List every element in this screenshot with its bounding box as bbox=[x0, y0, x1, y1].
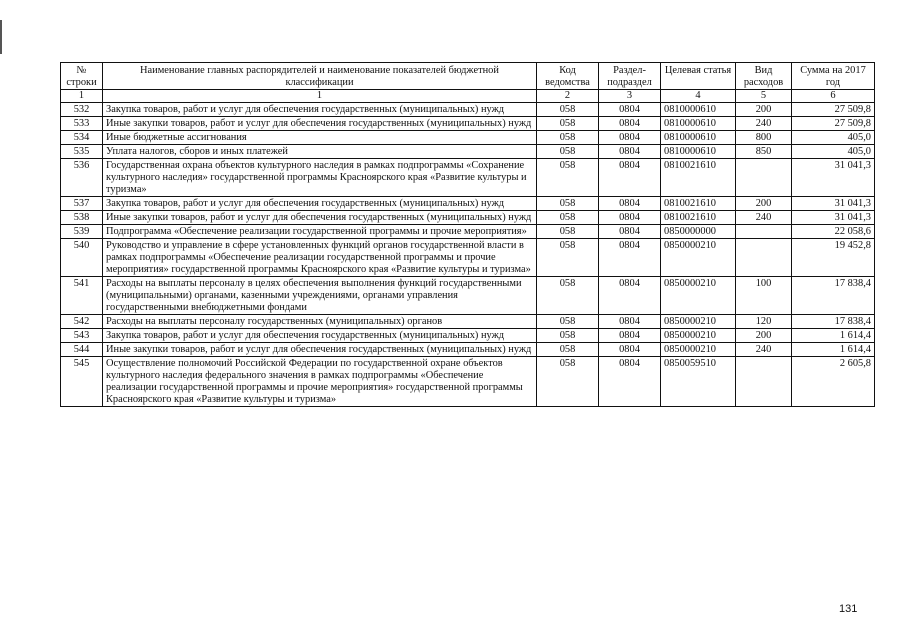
row-number: 540 bbox=[61, 239, 103, 277]
table-row bbox=[61, 131, 875, 145]
row-target-article: 0810000610 bbox=[661, 131, 736, 145]
row-sum: 22 058,6 bbox=[792, 225, 875, 239]
table-row bbox=[61, 117, 875, 131]
column-index: 1 bbox=[103, 90, 537, 103]
row-sum: 405,0 bbox=[792, 131, 875, 145]
row-target-article: 0810021610 bbox=[661, 197, 736, 211]
row-name: Иные закупки товаров, работ и услуг для обеспечения государственных (муниципальных) нужд bbox=[103, 343, 537, 357]
row-name: Руководство и управление в сфере установленных функций органов государственной власти в рамках подпрограммы «Обеспечение реализации государственной программы и прочие мероприятия» государственной программы Красноярского края «Развитие культуры и туризма» bbox=[103, 239, 537, 277]
row-number: 537 bbox=[61, 197, 103, 211]
row-sum: 2 605,8 bbox=[792, 357, 875, 407]
row-target-article: 0850000210 bbox=[661, 343, 736, 357]
row-expense-type: 200 bbox=[736, 329, 792, 343]
column-index-row bbox=[61, 90, 875, 103]
row-sum: 1 614,4 bbox=[792, 329, 875, 343]
row-department-code: 058 bbox=[537, 211, 599, 225]
row-sum: 31 041,3 bbox=[792, 197, 875, 211]
row-target-article: 0850000210 bbox=[661, 239, 736, 277]
row-target-article: 0810000610 bbox=[661, 145, 736, 159]
row-sum: 31 041,3 bbox=[792, 211, 875, 225]
row-expense-type: 100 bbox=[736, 277, 792, 315]
table-row bbox=[61, 357, 875, 407]
row-department-code: 058 bbox=[537, 329, 599, 343]
table-row bbox=[61, 145, 875, 159]
row-number: 533 bbox=[61, 117, 103, 131]
row-section: 0804 bbox=[599, 197, 661, 211]
header-section: Раздел-подраздел bbox=[599, 63, 661, 90]
row-name: Расходы на выплаты персоналу государственных (муниципальных) органов bbox=[103, 315, 537, 329]
row-target-article: 0850000210 bbox=[661, 315, 736, 329]
column-index: 2 bbox=[537, 90, 599, 103]
row-name: Иные закупки товаров, работ и услуг для обеспечения государственных (муниципальных) нужд bbox=[103, 117, 537, 131]
row-section: 0804 bbox=[599, 117, 661, 131]
row-target-article: 0810021610 bbox=[661, 211, 736, 225]
budget-table bbox=[60, 62, 875, 407]
row-expense-type: 850 bbox=[736, 145, 792, 159]
row-department-code: 058 bbox=[537, 239, 599, 277]
column-index: 4 bbox=[661, 90, 736, 103]
row-section: 0804 bbox=[599, 343, 661, 357]
row-number: 539 bbox=[61, 225, 103, 239]
row-sum: 27 509,8 bbox=[792, 103, 875, 117]
table-header bbox=[61, 63, 875, 103]
row-department-code: 058 bbox=[537, 225, 599, 239]
page-number: 131 bbox=[839, 603, 858, 615]
row-name: Иные бюджетные ассигнования bbox=[103, 131, 537, 145]
row-target-article: 0810000610 bbox=[661, 103, 736, 117]
header-sum: Сумма на 2017 год bbox=[792, 63, 875, 90]
row-number: 532 bbox=[61, 103, 103, 117]
row-sum: 31 041,3 bbox=[792, 159, 875, 197]
row-sum: 17 838,4 bbox=[792, 315, 875, 329]
row-name: Иные закупки товаров, работ и услуг для обеспечения государственных (муниципальных) нужд bbox=[103, 211, 537, 225]
row-number: 534 bbox=[61, 131, 103, 145]
row-department-code: 058 bbox=[537, 159, 599, 197]
row-number: 543 bbox=[61, 329, 103, 343]
row-expense-type: 240 bbox=[736, 343, 792, 357]
header-target-article: Целевая статья bbox=[661, 63, 736, 90]
row-department-code: 058 bbox=[537, 343, 599, 357]
column-index: 1 bbox=[61, 90, 103, 103]
row-expense-type bbox=[736, 225, 792, 239]
row-expense-type: 240 bbox=[736, 211, 792, 225]
column-index: 5 bbox=[736, 90, 792, 103]
row-number: 536 bbox=[61, 159, 103, 197]
row-name: Осуществление полномочий Российской Федерации по государственной охране объектов культурного наследия федерального значения в рамках подпрограммы «Обеспечение реализации государственной программы и прочие мероприятия» государственной программы Красноярского края «Развитие культуры и туризма» bbox=[103, 357, 537, 407]
row-number: 541 bbox=[61, 277, 103, 315]
row-target-article: 0850000000 bbox=[661, 225, 736, 239]
table-row bbox=[61, 159, 875, 197]
header-department-code: Код ведомства bbox=[537, 63, 599, 90]
row-expense-type bbox=[736, 159, 792, 197]
column-index: 6 bbox=[792, 90, 875, 103]
row-department-code: 058 bbox=[537, 117, 599, 131]
row-expense-type: 240 bbox=[736, 117, 792, 131]
row-expense-type: 200 bbox=[736, 103, 792, 117]
row-name: Закупка товаров, работ и услуг для обеспечения государственных (муниципальных) нужд bbox=[103, 197, 537, 211]
row-section: 0804 bbox=[599, 145, 661, 159]
row-section: 0804 bbox=[599, 357, 661, 407]
row-name: Подпрограмма «Обеспечение реализации государственной программы и прочие мероприятия» bbox=[103, 225, 537, 239]
table-row bbox=[61, 343, 875, 357]
row-name: Государственная охрана объектов культурного наследия в рамках подпрограммы «Сохранение культурного наследия» государственной программы Красноярского края «Развитие культуры и туризма» bbox=[103, 159, 537, 197]
row-name: Расходы на выплаты персоналу в целях обеспечения выполнения функций государственными (муниципальными) органами, казенными учреждениями, органами управления государственными внебюджетными фондами bbox=[103, 277, 537, 315]
row-section: 0804 bbox=[599, 159, 661, 197]
row-name: Закупка товаров, работ и услуг для обеспечения государственных (муниципальных) нужд bbox=[103, 103, 537, 117]
row-target-article: 0810021610 bbox=[661, 159, 736, 197]
table-row bbox=[61, 277, 875, 315]
row-department-code: 058 bbox=[537, 357, 599, 407]
row-department-code: 058 bbox=[537, 145, 599, 159]
row-section: 0804 bbox=[599, 103, 661, 117]
column-index: 3 bbox=[599, 90, 661, 103]
table-row bbox=[61, 315, 875, 329]
row-sum: 19 452,8 bbox=[792, 239, 875, 277]
row-expense-type bbox=[736, 357, 792, 407]
row-name: Закупка товаров, работ и услуг для обеспечения государственных (муниципальных) нужд bbox=[103, 329, 537, 343]
row-number: 545 bbox=[61, 357, 103, 407]
row-department-code: 058 bbox=[537, 197, 599, 211]
row-department-code: 058 bbox=[537, 103, 599, 117]
row-section: 0804 bbox=[599, 131, 661, 145]
row-target-article: 0850000210 bbox=[661, 329, 736, 343]
table-row bbox=[61, 103, 875, 117]
row-target-article: 0810000610 bbox=[661, 117, 736, 131]
header-row-number: № строки bbox=[61, 63, 103, 90]
table-row bbox=[61, 329, 875, 343]
row-number: 544 bbox=[61, 343, 103, 357]
row-sum: 27 509,8 bbox=[792, 117, 875, 131]
row-number: 538 bbox=[61, 211, 103, 225]
row-department-code: 058 bbox=[537, 131, 599, 145]
row-target-article: 0850059510 bbox=[661, 357, 736, 407]
row-department-code: 058 bbox=[537, 277, 599, 315]
table-body bbox=[61, 103, 875, 407]
row-section: 0804 bbox=[599, 277, 661, 315]
header-name: Наименование главных распорядителей и наименование показателей бюджетной классификации bbox=[103, 63, 537, 90]
table-row bbox=[61, 239, 875, 277]
table-row bbox=[61, 197, 875, 211]
row-section: 0804 bbox=[599, 239, 661, 277]
row-sum: 1 614,4 bbox=[792, 343, 875, 357]
row-expense-type: 120 bbox=[736, 315, 792, 329]
row-sum: 405,0 bbox=[792, 145, 875, 159]
row-section: 0804 bbox=[599, 329, 661, 343]
row-sum: 17 838,4 bbox=[792, 277, 875, 315]
row-target-article: 0850000210 bbox=[661, 277, 736, 315]
table-row bbox=[61, 211, 875, 225]
row-section: 0804 bbox=[599, 211, 661, 225]
row-section: 0804 bbox=[599, 225, 661, 239]
row-expense-type bbox=[736, 239, 792, 277]
header-expense-type: Вид расходов bbox=[736, 63, 792, 90]
table-row bbox=[61, 225, 875, 239]
row-section: 0804 bbox=[599, 315, 661, 329]
scan-edge-mark bbox=[0, 20, 2, 54]
row-expense-type: 800 bbox=[736, 131, 792, 145]
row-number: 535 bbox=[61, 145, 103, 159]
row-name: Уплата налогов, сборов и иных платежей bbox=[103, 145, 537, 159]
row-expense-type: 200 bbox=[736, 197, 792, 211]
row-number: 542 bbox=[61, 315, 103, 329]
row-department-code: 058 bbox=[537, 315, 599, 329]
